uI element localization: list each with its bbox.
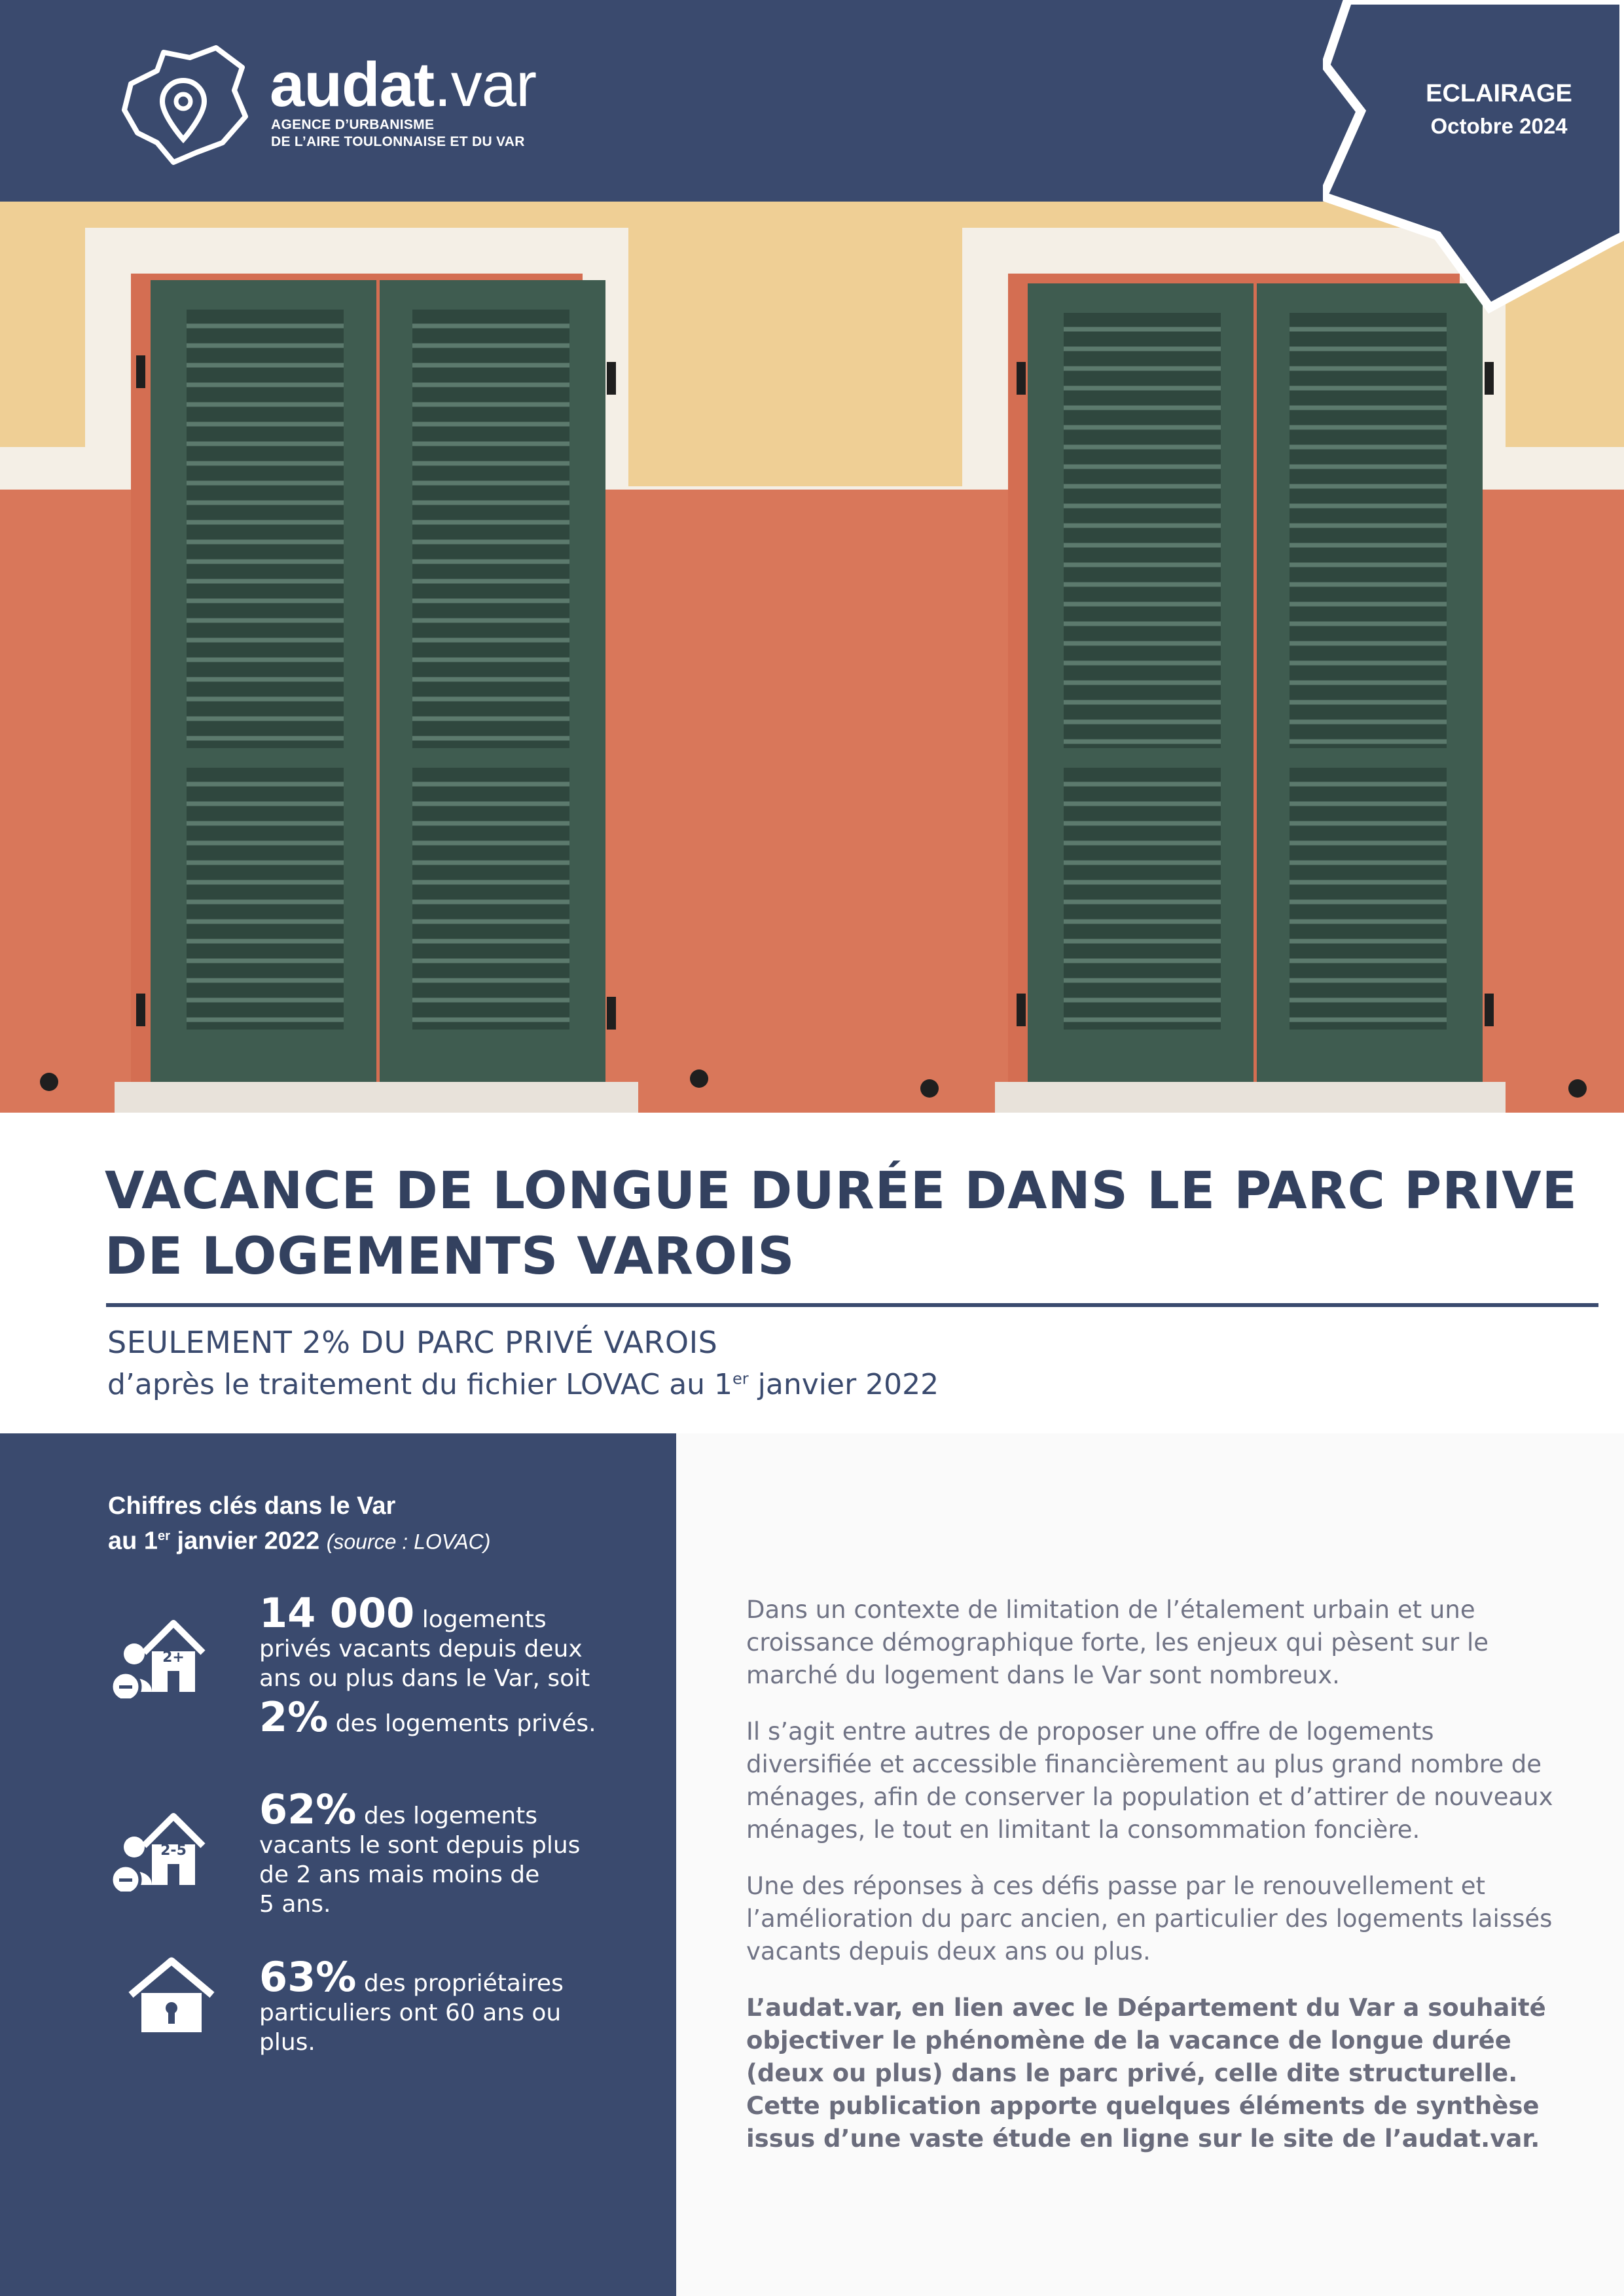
- house-family-2-5-icon: [105, 1806, 216, 1892]
- intro-paragraph: Dans un contexte de limitation de l’étalement urbain et une croissance démographique forte, les enjeux qui pèsent sur le marché du logement dans le Var sont nombreux.: [746, 1596, 1489, 1689]
- shuttered-windows-photo: [0, 202, 1624, 1113]
- intro-paragraph: Une des réponses à ces défis passe par le renouvellement et l’amélioration du parc ancien, en particulier des logements laissés vacants depuis deux ans ou plus.: [746, 1872, 1553, 1965]
- subtitle-source: d’après le traitement du fichier LOVAC au 1er janvier 2022: [107, 1368, 939, 1401]
- stat-vacant-count: 14 000 logements privés vacants depuis deux ans ou plus dans le Var, soit 2% des logements privés.: [259, 1589, 596, 1741]
- house-icon-label: 2-5: [160, 1842, 187, 1859]
- eclairage-badge: ECLAIRAGE Octobre 2024: [1426, 80, 1572, 138]
- house-family-2plus-icon: [105, 1613, 216, 1698]
- house-lock-icon: [126, 1957, 217, 2036]
- eclairage-badge-shape: [1323, 0, 1624, 314]
- key-figures-heading: Chiffres clés dans le Var au 1er janvier 2022 (source : LOVAC): [108, 1492, 491, 1555]
- intro-paragraph-emphasis: L’audat.var, en lien avec le Département du Var a souhaité objectiver le phénomène de la vacance de longue durée (deux ou plus) dans le parc privé, celle dite structurelle. Cette publication apporte quelques éléments de synthèse issus d’une vaste étude en ligne sur le site de l’audat.var.: [746, 1994, 1546, 2153]
- title-divider: [106, 1303, 1598, 1307]
- logo-wordmark: audat.var: [270, 50, 537, 120]
- subtitle-headline: SEULEMENT 2% DU PARC PRIVÉ VAROIS: [107, 1325, 718, 1360]
- intro-paragraph: Il s’agit entre autres de proposer une offre de logements diversifiée et accessible financièrement au plus grand nombre de ménages, afin de conserver la population et d’attirer de nouveaux ménages, le tout en limitant la consommation foncière.: [746, 1717, 1553, 1844]
- logo-tagline: AGENCE D’URBANISME DE L’AIRE TOULONNAISE ET DU VAR: [271, 117, 525, 149]
- intro-text: [746, 1594, 1558, 2179]
- stat-vacancy-duration: 62% des logements vacants le sont depuis plus de 2 ans mais moins de 5 ans.: [259, 1785, 581, 1918]
- house-icon-label: 2+: [162, 1649, 185, 1666]
- stat-owners-age: 63% des propriétaires particuliers ont 60 ans ou plus.: [259, 1953, 564, 2056]
- page-title: VACANCE DE LONGUE DURÉE DANS LE PARC PRIVE DE LOGEMENTS VAROIS: [105, 1162, 1578, 1286]
